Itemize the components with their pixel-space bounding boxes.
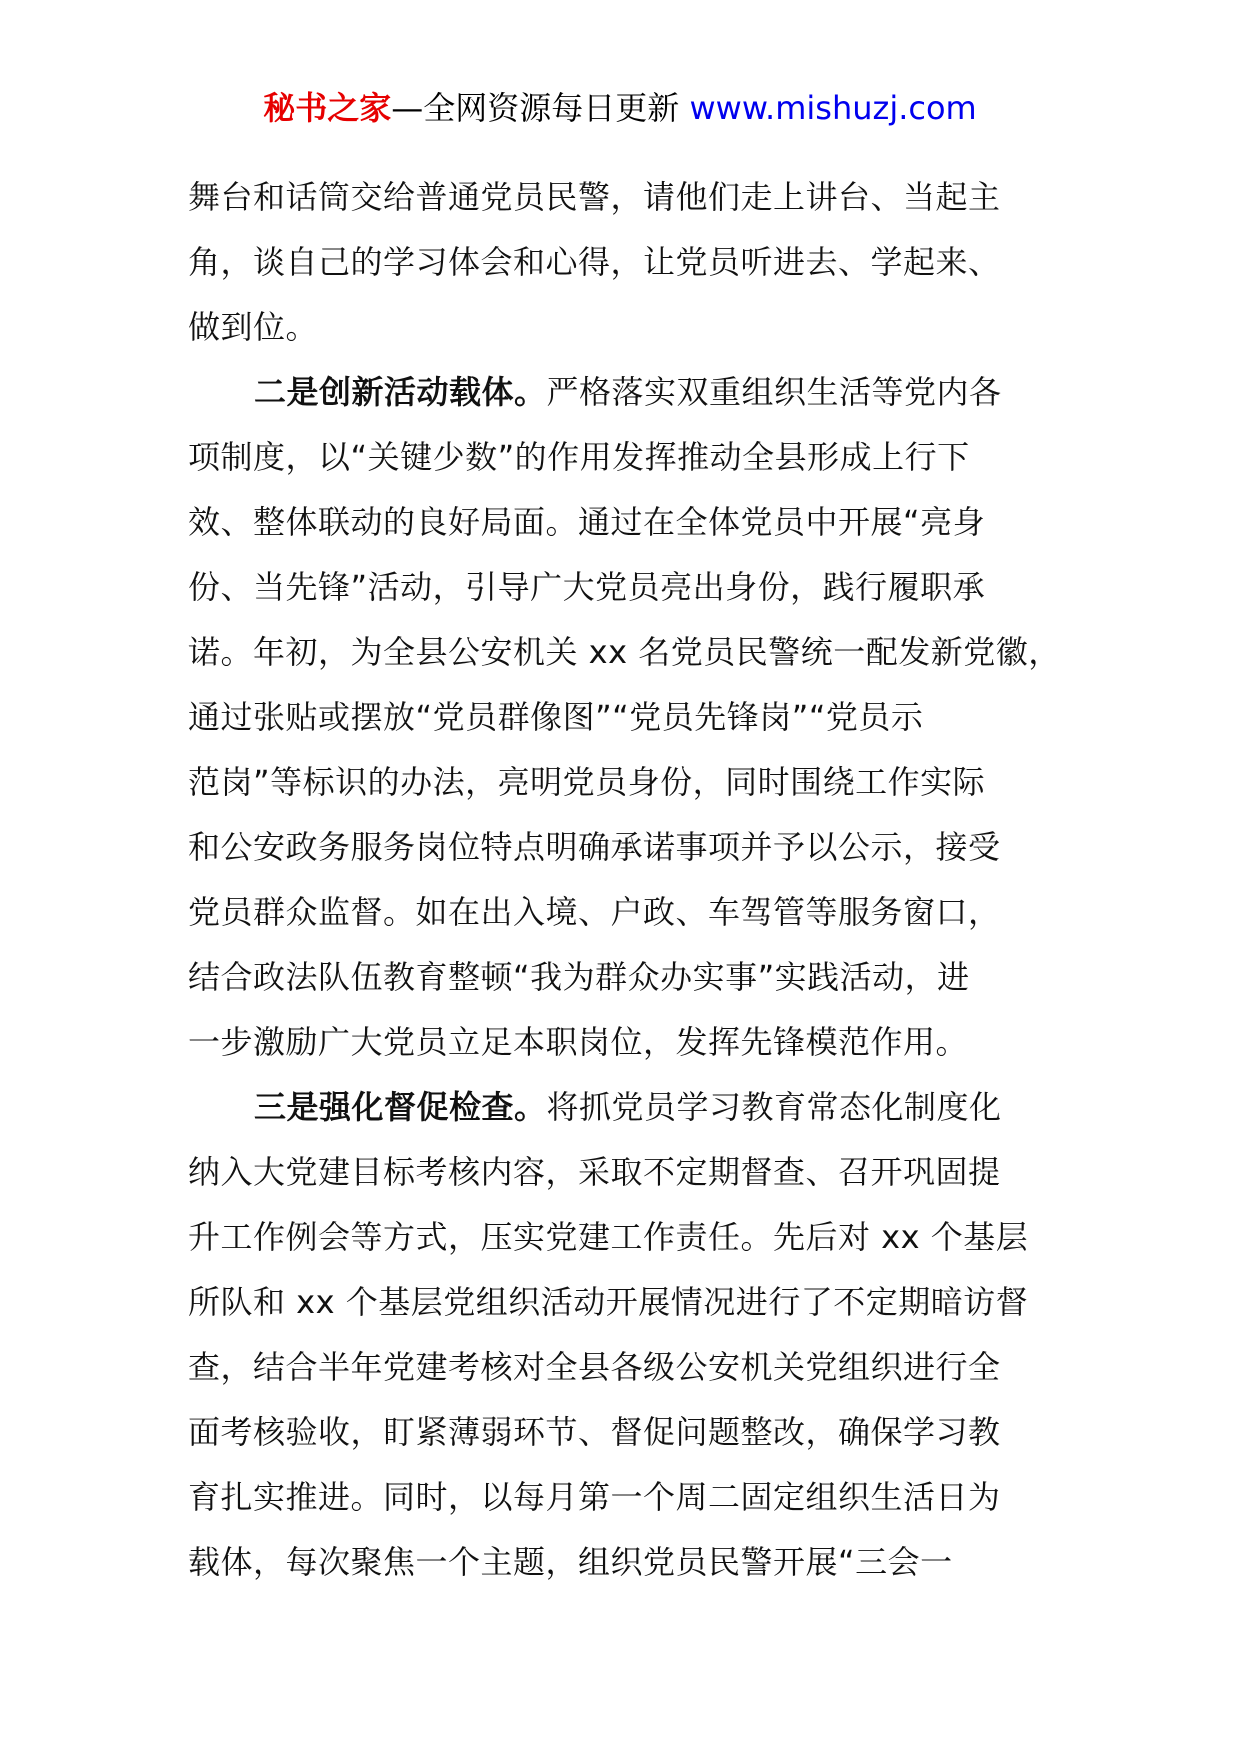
text-line: 查，结合半年党建考核对全县各级公安机关党组织进行全	[188, 1348, 1001, 1386]
text-line: 诺。年初，为全县公安机关 xx 名党员民警统一配发新党徽，	[188, 633, 1061, 671]
text-line: 载体，每次聚焦一个主题，组织党员民警开展“三会一	[188, 1543, 953, 1581]
text-line: 升工作例会等方式，压实党建工作责任。先后对 xx 个基层	[188, 1218, 1029, 1256]
text-line: 角，谈自己的学习体会和心得，让党员听进去、学起来、	[188, 243, 1001, 281]
text-line: 份、当先锋”活动，引导广大党员亮出身份，践行履职承	[188, 568, 986, 606]
text-line: 范岗”等标识的办法，亮明党员身份，同时围绕工作实际	[188, 763, 986, 801]
text-line: 一步激励广大党员立足本职岗位，发挥先锋模范作用。	[188, 1023, 969, 1061]
text-line: 纳入大党建目标考核内容，采取不定期督查、召开巩固提	[188, 1153, 1001, 1191]
text-line-remainder: 严格落实双重组织生活等党内各	[546, 373, 1002, 411]
paragraph-first-line	[188, 360, 1068, 425]
website-link[interactable]: www.mishuzj.com	[689, 89, 977, 127]
header-slogan: —全网资源每日更新	[391, 89, 690, 127]
text-line: 育扎实推进。同时，以每月第一个周二固定组织生活日为	[188, 1478, 1001, 1516]
text-line: 面考核验收，盯紧薄弱环节、督促问题整改，确保学习教	[188, 1413, 1001, 1451]
document-body	[188, 165, 1068, 1595]
text-line: 通过张贴或摆放“党员群像图”“党员先锋岗”“党员示	[188, 698, 924, 736]
text-line: 和公安政务服务岗位特点明确承诺事项并予以公示，接受	[188, 828, 1001, 866]
text-line: 项制度，以“关键少数”的作用发挥推动全县形成上行下	[188, 438, 970, 476]
brand-name: 秘书之家	[263, 89, 392, 127]
text-line: 舞台和话筒交给普通党员民警，请他们走上讲台、当起主	[188, 178, 1001, 216]
text-line: 做到位。	[188, 308, 319, 346]
paragraph-heading: 三是强化督促检查。	[254, 1088, 547, 1126]
text-line: 效、整体联动的良好局面。通过在全体党员中开展“亮身	[188, 503, 986, 541]
text-line: 结合政法队伍教育整顿“我为群众办实事”实践活动，进	[188, 958, 970, 996]
text-line: 所队和 xx 个基层党组织活动开展情况进行了不定期暗访督	[188, 1283, 1029, 1321]
page-header	[0, 88, 1240, 128]
text-line: 党员群众监督。如在出入境、户政、车驾管等服务窗口，	[188, 893, 1001, 931]
paragraph-heading: 二是创新活动载体。	[254, 373, 547, 411]
text-line-remainder: 将抓党员学习教育常态化制度化	[546, 1088, 1002, 1126]
paragraph-first-line	[188, 1075, 1068, 1140]
